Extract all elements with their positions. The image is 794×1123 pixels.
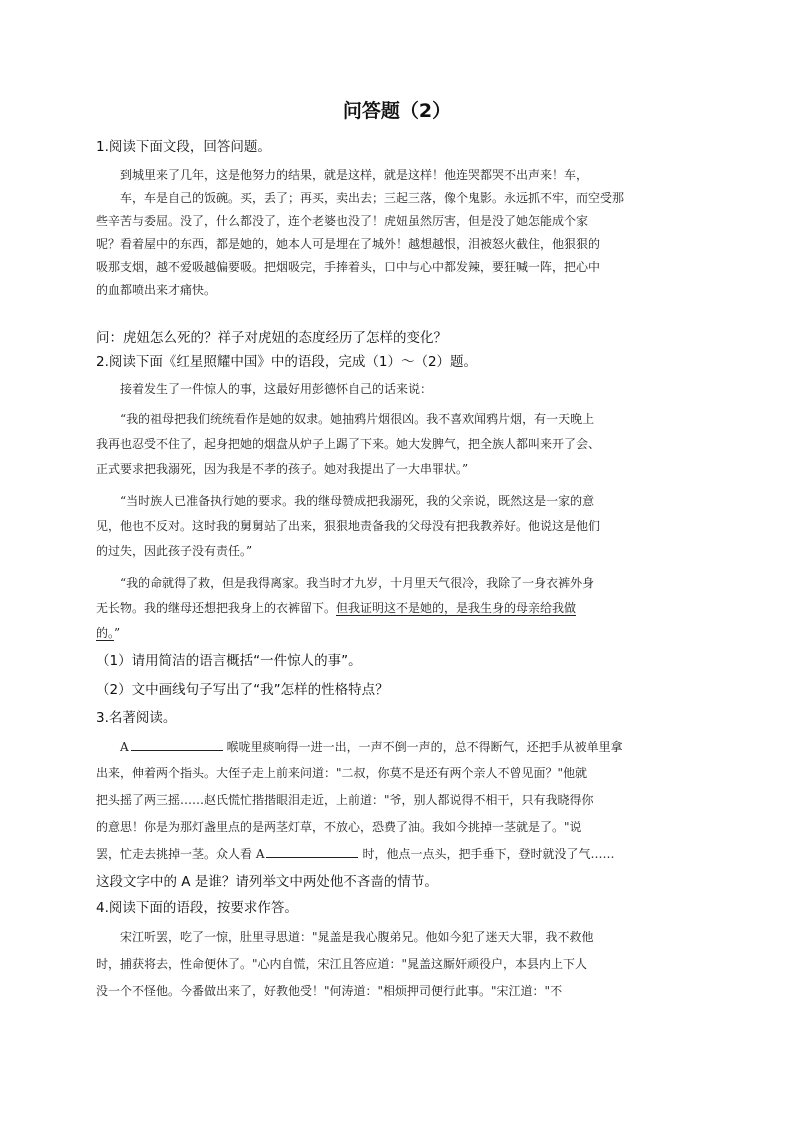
q1-line-4: 呢？看着屋中的东西，都是她的，她本人可是埋在了城外！越想越恨，泪被怒火截住，他狠狠的 xyxy=(96,237,601,251)
q2-heading: 2.阅读下面《红星照耀中国》中的语段，完成（1）～（2）题。 xyxy=(96,354,478,370)
q3-line-1: A 喉咙里痰响得一进一出，一声不倒一声的，总不得断气，还把手从被单里拿 xyxy=(96,736,696,759)
q1-line-6: 的血都喷出来才痛快。 xyxy=(96,283,217,297)
q2-sub-question-2: （2）文中画线句子写出了“我”怎样的性格特点？ xyxy=(96,682,389,698)
q2-line-7: 的过失，因此孩子没有责任。” xyxy=(96,544,253,558)
q2-line-2: “我的祖母把我们统统看作是她的奴隶。她抽鸦片烟很凶。我不喜欢闻鸦片烟，有一天晚上 xyxy=(120,412,595,426)
q2-line-1: 接着发生了一件惊人的事，这最好用彭德怀自己的话来说： xyxy=(120,382,433,396)
q2-line-6: 见，他也不反对。这时我的舅舅站了出来，狠狠地责备我的父母没有把我教养好。他说这是他们 xyxy=(96,519,601,533)
q2-line-4: 正式要求把我溺死，因为我是不孝的孩子。她对我提出了一大串罪状。” xyxy=(96,462,469,476)
q1-line-1: 到城里来了几年，这是他努力的结果，就是这样，就是这样！他连哭都哭不出声来！车， xyxy=(120,168,589,182)
q3-heading: 3.名著阅读。 xyxy=(96,710,177,726)
answer-blank xyxy=(266,843,358,858)
q1-question: 问：虎妞怎么死的？祥子对虎妞的态度经历了怎样的变化？ xyxy=(96,330,447,346)
q4-line-2: 时，捕获将去，性命便休了。"心内自慌，宋江且答应道："晁盖这厮奸顽役户，本县内上下人 xyxy=(96,957,588,971)
q2-line-10: 的。” xyxy=(96,626,121,640)
q2-sub-question-1: （1）请用简洁的语言概括“一件惊人的事”。 xyxy=(96,653,362,669)
q2-line-8: “我的命就得了救，但是我得离家。我当时才九岁，十月里天气很冷，我除了一身衣裤外身 xyxy=(120,576,595,590)
answer-blank xyxy=(131,736,223,751)
underlined-sentence-part-2: 的。 xyxy=(96,626,115,640)
page-title: 问答题（2） xyxy=(342,100,452,122)
q1-line-3: 些辛苦与委屈。没了，什么都没了，连个老婆也没了！虎妞虽然厉害，但是没了她怎能成个家 xyxy=(96,214,589,228)
q1-line-5: 吸那支烟，越不爱吸越偏要吸。把烟吸完，手捧着头，口中与心中都发辣，要狂喊一阵，把心中 xyxy=(96,260,601,274)
q3-question: 这段文字中的 A 是谁？请列举文中两处他不吝啬的情节。 xyxy=(96,874,438,890)
q1-heading: 1.阅读下面文段，回答问题。 xyxy=(96,139,271,155)
q2-line-5: “当时族人已准备执行她的要求。我的继母赞成把我溺死，我的父亲说，既然这是一家的意 xyxy=(120,494,595,508)
q3-line-4: 的意思！你是为那灯盏里点的是两茎灯草，不放心，恐费了油。我如今挑掉一茎就是了。"说 xyxy=(96,820,582,834)
underlined-sentence-part-1: 但我证明这不是她的，是我生身的母亲给我做 xyxy=(336,601,577,615)
q4-line-3: 没一个不怪他。今番做出来了，好教他受！"何涛道："相烦押司便行此事。"宋江道："不 xyxy=(96,984,563,998)
q3-line-5: 罢，忙走去挑掉一茎。众人看 A 时，他点一点头，把手垂下，登时就没了气…… xyxy=(96,843,696,866)
q4-line-1: 宋江听罢，吃了一惊，肚里寻思道："晁盖是我心腹弟兄。他如今犯了迷天大罪，我不救他 xyxy=(120,930,594,944)
q3-line-3: 把头摇了两三摇……赵氏慌忙揩揩眼泪走近，上前道："爷，别人都说得不相干，只有我晓得你 xyxy=(96,793,594,807)
q3-line-2: 出来，伸着两个指头。大侄子走上前来问道："二叔，你莫不是还有两个亲人不曾见面？"他就 xyxy=(96,766,588,780)
q2-line-9: 无长物。我的继母还想把我身上的衣裤留下。但我证明这不是她的，是我生身的母亲给我做 xyxy=(96,601,577,615)
q2-line-3: 我再也忍受不住了，起身把她的烟盘从炉子上踢了下来。她大发脾气，把全族人都叫来开了会、 xyxy=(96,437,601,451)
q1-line-2: 车，车是自己的饭碗。买，丢了；再买，卖出去；三起三落，像个鬼影。永远抓不牢，而空受那 xyxy=(120,191,625,205)
q4-heading: 4.阅读下面的语段，按要求作答。 xyxy=(96,900,298,916)
